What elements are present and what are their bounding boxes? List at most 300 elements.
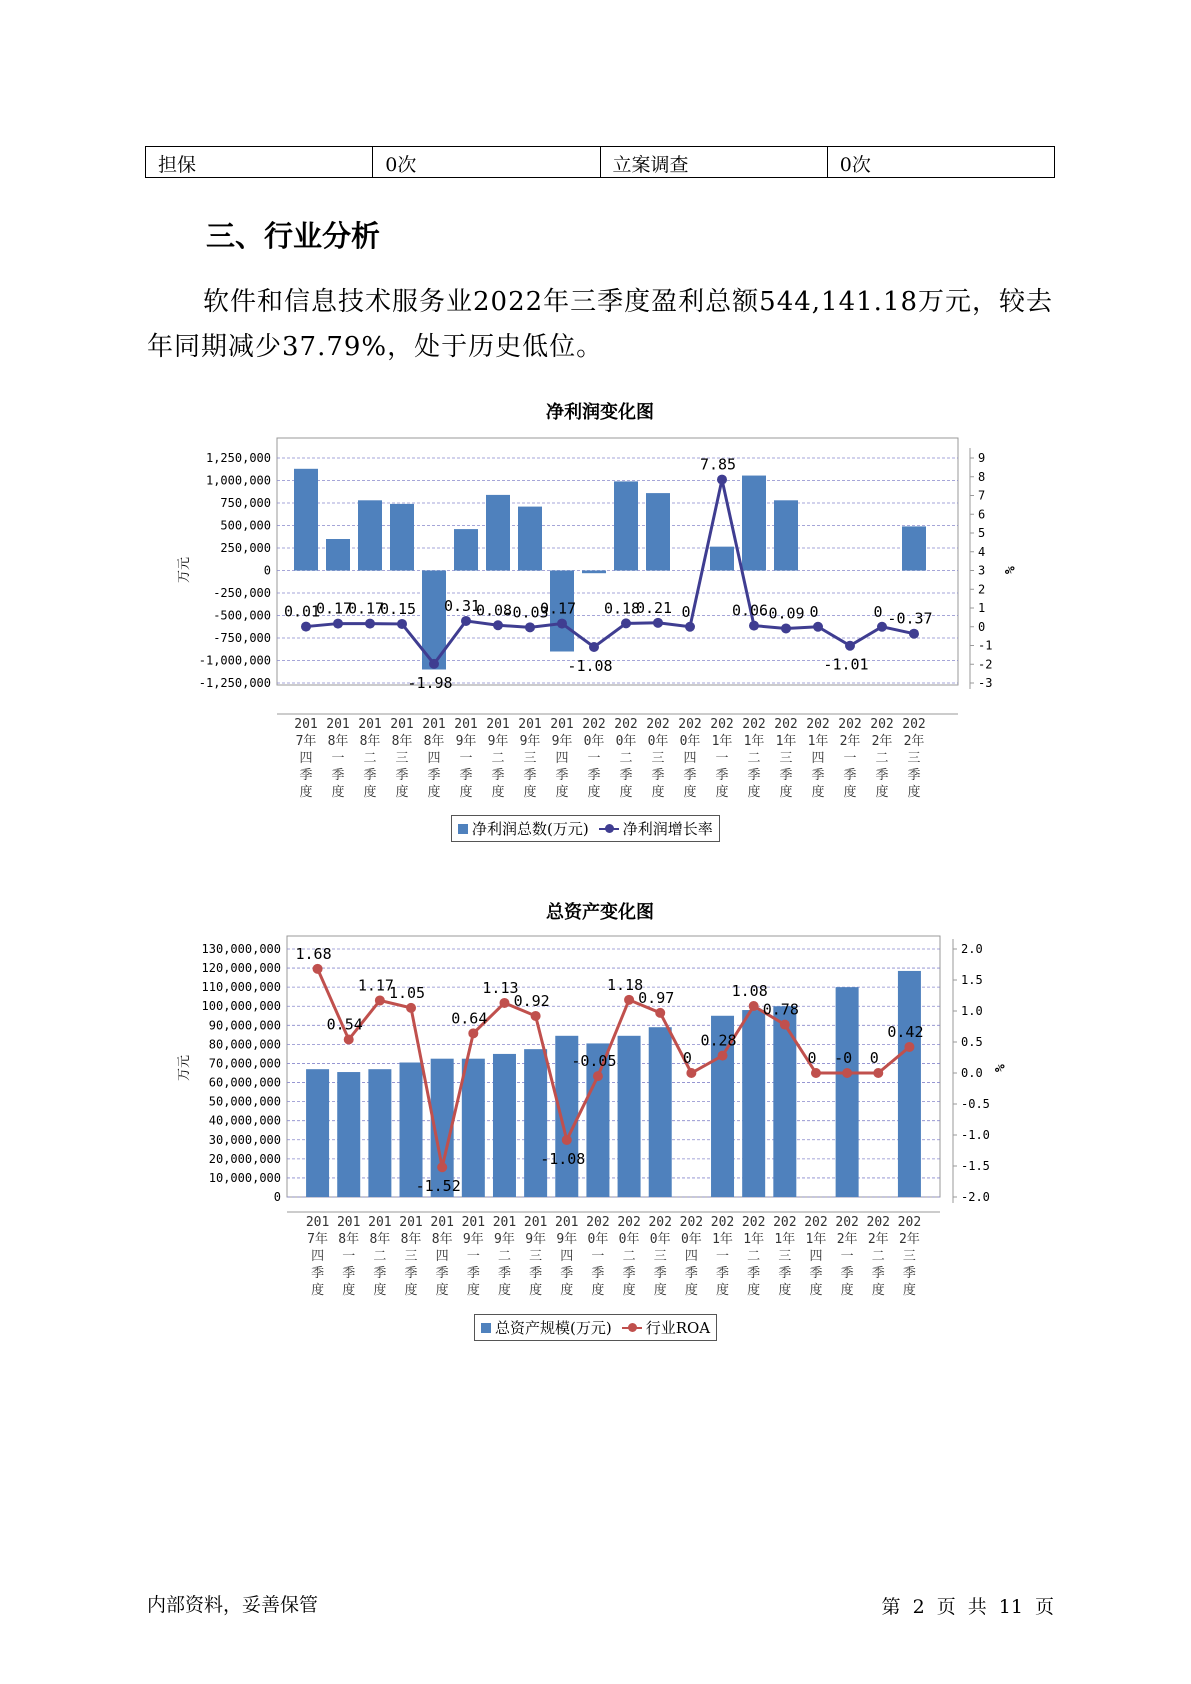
x-tick-label: 季: [840, 1266, 854, 1281]
data-label: 0.31: [443, 596, 481, 615]
x-tick-label: 度: [779, 785, 793, 800]
y2-tick-label: 7: [978, 488, 986, 503]
x-tick-label: 201: [550, 717, 574, 732]
x-tick-label: 202: [866, 1215, 891, 1230]
x-tick-label: 一: [716, 1249, 730, 1264]
legend-line-swatch: [622, 1327, 642, 1329]
x-tick-label: 9年: [487, 734, 509, 749]
x-tick-label: 0年: [649, 1232, 671, 1247]
x-tick-label: 202: [774, 717, 798, 732]
x-tick-label: 1年: [774, 1232, 796, 1247]
y-tick-label: -250,000: [213, 586, 271, 600]
y-tick-label: 130,000,000: [201, 942, 281, 956]
data-point: [499, 998, 509, 1008]
x-tick-label: 一: [342, 1249, 356, 1264]
y2-tick-label: 2.0: [961, 942, 983, 956]
data-label: 0.17: [315, 599, 353, 618]
x-tick-label: 季: [491, 768, 505, 783]
y-tick-label: 70,000,000: [208, 1056, 281, 1071]
x-tick-label: 四: [435, 1249, 449, 1264]
x-tick-label: 7年: [307, 1232, 328, 1247]
x-tick-label: 度: [395, 785, 409, 800]
y-tick-label: 250,000: [220, 541, 271, 555]
x-tick-label: 度: [404, 1283, 418, 1298]
y-tick-label: 110,000,000: [201, 980, 281, 995]
x-tick-label: 度: [491, 785, 505, 800]
x-tick-label: 季: [811, 768, 825, 783]
data-label: 7.85: [699, 455, 737, 474]
x-tick-label: 季: [779, 768, 793, 783]
x-tick-label: 8年: [423, 734, 445, 749]
x-tick-label: 202: [838, 717, 862, 732]
x-tick-label: 二: [373, 1249, 387, 1264]
data-point: [655, 1008, 665, 1018]
x-tick-label: 度: [715, 785, 729, 800]
bar: [462, 1059, 485, 1197]
y2-tick-label: -3: [978, 676, 993, 690]
x-tick-label: 度: [591, 1283, 605, 1298]
section-title: 三、行业分析: [206, 219, 381, 253]
data-point: [437, 1162, 447, 1172]
x-tick-label: 0年: [615, 734, 637, 749]
x-tick-label: 0年: [680, 1232, 702, 1247]
data-label: 1.17: [357, 976, 394, 995]
y-axis-title: 万元: [177, 556, 192, 584]
x-tick-label: 四: [555, 751, 569, 766]
x-tick-label: 度: [311, 1283, 325, 1298]
x-tick-label: 201: [523, 1215, 548, 1230]
x-tick-label: 202: [741, 1215, 766, 1230]
bar: [368, 1069, 391, 1197]
x-tick-label: 度: [373, 1283, 387, 1298]
data-point: [468, 1028, 478, 1038]
x-tick-label: 季: [747, 768, 761, 783]
bar: [524, 1049, 547, 1197]
x-tick-label: 度: [363, 785, 377, 800]
data-label: 0: [807, 1049, 817, 1067]
x-tick-label: 度: [529, 1283, 543, 1298]
x-tick-label: 201: [294, 717, 318, 732]
x-tick-label: 度: [811, 785, 825, 800]
x-tick-label: 201: [336, 1215, 361, 1230]
x-tick-label: 季: [342, 1266, 356, 1281]
data-label: 1.68: [295, 944, 332, 963]
y-tick-label: 0: [273, 1190, 281, 1204]
y2-tick-label: 0: [978, 619, 986, 634]
data-label: 0.17: [347, 599, 385, 618]
x-tick-label: 季: [715, 768, 729, 783]
x-tick-label: 201: [518, 717, 542, 732]
y2-tick-label: 0.5: [961, 1035, 983, 1049]
data-label: 0.01: [283, 602, 321, 621]
x-tick-label: 季: [560, 1266, 574, 1281]
x-tick-label: 2年: [836, 1232, 858, 1247]
data-point: [313, 964, 323, 974]
data-label: -1.08: [540, 1149, 586, 1168]
x-tick-label: 度: [716, 1283, 730, 1298]
data-label: 0.08: [475, 601, 513, 620]
x-tick-label: 度: [622, 1283, 636, 1298]
x-tick-label: 度: [843, 785, 857, 800]
y-tick-label: 40,000,000: [208, 1113, 281, 1128]
y2-tick-label: -1.5: [961, 1159, 990, 1173]
x-tick-label: 202: [897, 1215, 922, 1230]
y-tick-label: -1,000,000: [198, 653, 271, 668]
y-tick-label: 20,000,000: [208, 1151, 281, 1166]
data-point: [873, 1068, 883, 1078]
x-tick-label: 度: [651, 785, 665, 800]
x-tick-label: 三: [902, 1249, 916, 1264]
y-tick-label: 1,000,000: [205, 473, 271, 488]
data-label: 0.97: [638, 988, 675, 1007]
x-tick-label: 0年: [587, 1232, 609, 1247]
y2-tick-label: 1: [978, 601, 986, 615]
x-tick-label: 1年: [807, 734, 829, 749]
x-tick-label: 201: [422, 717, 446, 732]
legend-label-line: 净利润增长率: [622, 820, 713, 838]
y-tick-label: 750,000: [220, 496, 271, 510]
x-tick-label: 四: [811, 751, 825, 766]
x-tick-label: 度: [747, 785, 761, 800]
x-tick-label: 季: [299, 768, 313, 783]
x-tick-label: 季: [523, 768, 537, 783]
x-tick-label: 201: [492, 1215, 517, 1230]
y2-tick-label: 2: [978, 582, 986, 597]
data-label: 0.42: [887, 1022, 924, 1041]
x-tick-label: 1年: [711, 734, 733, 749]
x-tick-label: 二: [747, 751, 761, 766]
x-tick-label: 度: [871, 1283, 885, 1298]
x-tick-label: 二: [871, 1249, 885, 1264]
data-point: [344, 1035, 354, 1045]
x-tick-label: 9年: [462, 1232, 484, 1247]
x-tick-label: 季: [395, 768, 409, 783]
x-tick-label: 季: [619, 768, 633, 783]
x-tick-label: 2年: [899, 1232, 920, 1247]
x-tick-label: 二: [875, 751, 889, 766]
x-tick-label: 季: [683, 768, 697, 783]
x-tick-label: 202: [742, 717, 766, 732]
y-tick-label: 0: [263, 563, 271, 578]
x-tick-label: 三: [404, 1249, 418, 1264]
x-tick-label: 二: [622, 1249, 636, 1264]
table-cell: 0次: [373, 147, 600, 178]
data-label: 0: [681, 602, 691, 621]
y2-tick-label: 1.5: [961, 973, 983, 987]
x-tick-label: 二: [363, 751, 377, 766]
data-label: -1.52: [415, 1177, 461, 1196]
x-tick-label: 三: [653, 1249, 667, 1264]
analysis-paragraph: 软件和信息技术服务业2022年三季度盈利总额544,141.18万元，较去年同期减少37.79%，处于历史低位。: [147, 287, 1054, 362]
y-tick-label: -1,250,000: [198, 676, 271, 690]
x-tick-label: 三: [529, 1249, 543, 1264]
data-point: [375, 995, 385, 1005]
y-tick-label: 80,000,000: [208, 1037, 281, 1052]
table-cell: 0次: [827, 147, 1054, 178]
data-point: [904, 1042, 914, 1052]
x-tick-label: 202: [804, 1215, 828, 1230]
x-tick-label: 季: [587, 768, 601, 783]
x-tick-label: 度: [555, 785, 569, 800]
x-tick-label: 201: [305, 1215, 330, 1230]
x-tick-label: 度: [907, 785, 921, 800]
x-tick-label: 度: [435, 1283, 449, 1298]
x-tick-label: 2年: [839, 734, 861, 749]
x-tick-label: 202: [679, 1215, 704, 1230]
x-tick-label: 季: [716, 1266, 730, 1281]
x-tick-label: 季: [653, 1266, 667, 1281]
x-tick-label: 0年: [618, 1232, 640, 1247]
x-tick-label: 度: [331, 785, 345, 800]
y2-tick-label: 8: [978, 469, 986, 484]
x-tick-label: 季: [907, 768, 921, 783]
x-tick-label: 季: [435, 1266, 449, 1281]
x-tick-label: 四: [311, 1249, 325, 1264]
data-label: -0.09: [759, 604, 805, 623]
y2-tick-label: 3: [978, 563, 986, 578]
x-tick-label: 度: [523, 785, 537, 800]
y-tick-label: -750,000: [213, 631, 271, 645]
x-tick-label: 202: [710, 717, 734, 732]
chart1-title: 净利润变化图: [546, 402, 654, 423]
x-tick-label: 201: [486, 717, 510, 732]
legend-label-bar: 净利润总数(万元): [472, 820, 589, 838]
y-tick-label: 10,000,000: [208, 1170, 281, 1185]
x-tick-label: 1年: [805, 1232, 827, 1247]
x-tick-label: 7年: [295, 734, 317, 749]
y-tick-label: 1,250,000: [205, 451, 271, 465]
x-tick-label: 度: [299, 785, 313, 800]
x-tick-label: 季: [459, 768, 473, 783]
data-point: [686, 1068, 696, 1078]
x-tick-label: 201: [555, 1215, 579, 1230]
x-tick-label: 一: [840, 1249, 854, 1264]
y-tick-label: 500,000: [220, 518, 271, 533]
footer-page-number: 第 2 页 共 11 页: [881, 1596, 1054, 1618]
data-label: 0.21: [635, 598, 673, 617]
x-tick-label: 8年: [359, 734, 381, 749]
x-tick-label: 季: [373, 1266, 387, 1281]
data-point: [749, 1001, 759, 1011]
x-tick-label: 季: [902, 1266, 916, 1281]
data-point: [780, 1020, 790, 1030]
x-tick-label: 季: [871, 1266, 885, 1281]
x-tick-label: 9年: [525, 1232, 547, 1247]
x-tick-label: 202: [835, 1215, 859, 1230]
x-tick-label: 度: [809, 1283, 823, 1298]
x-tick-label: 季: [591, 1266, 605, 1281]
y2-tick-label: 4: [978, 544, 986, 559]
bar: [836, 987, 859, 1197]
x-tick-label: 季: [555, 768, 569, 783]
x-tick-label: 季: [427, 768, 441, 783]
y-axis-title: 万元: [177, 1054, 192, 1082]
data-label: 0.06: [731, 601, 769, 620]
chart2-legend: [474, 1314, 717, 1341]
x-tick-label: 202: [648, 1215, 672, 1230]
x-tick-label: 1年: [712, 1232, 733, 1247]
x-tick-label: 季: [809, 1266, 823, 1281]
chart2-title: 总资产变化图: [546, 902, 654, 923]
x-tick-label: 8年: [431, 1232, 453, 1247]
x-tick-label: 202: [614, 717, 638, 732]
legend-bar-swatch: [481, 1323, 491, 1333]
x-tick-label: 季: [747, 1266, 761, 1281]
bar: [618, 1036, 641, 1197]
x-tick-label: 度: [459, 785, 473, 800]
x-tick-label: 二: [747, 1249, 761, 1264]
data-label: 0: [809, 602, 819, 621]
data-label: 0.18: [603, 599, 641, 618]
x-tick-label: 季: [311, 1266, 325, 1281]
x-tick-label: 201: [399, 1215, 423, 1230]
y2-tick-label: 9: [978, 451, 986, 465]
x-tick-label: 度: [427, 785, 441, 800]
y2-tick-label: 5: [978, 526, 986, 540]
x-tick-label: 三: [907, 751, 921, 766]
y-tick-label: 100,000,000: [201, 999, 281, 1014]
data-label: -1.08: [567, 657, 613, 675]
x-tick-label: 202: [617, 1215, 641, 1230]
x-tick-label: 三: [778, 1249, 792, 1264]
x-tick-label: 一: [466, 1249, 480, 1264]
data-point: [406, 1003, 416, 1013]
data-label: 0: [682, 1049, 692, 1067]
x-tick-label: 8年: [369, 1232, 391, 1247]
x-tick-label: 202: [773, 1215, 797, 1230]
x-tick-label: 季: [497, 1266, 511, 1281]
data-label: 0.15: [379, 599, 417, 618]
table-cell: 立案调查: [600, 147, 827, 178]
x-tick-label: 一: [459, 751, 473, 766]
data-point: [842, 1068, 852, 1078]
y-tick-label: 30,000,000: [208, 1132, 281, 1147]
x-tick-label: 202: [586, 1215, 610, 1230]
x-tick-label: 季: [684, 1266, 698, 1281]
data-point: [593, 1071, 603, 1081]
y2-tick-label: 6: [978, 507, 986, 522]
data-point: [811, 1068, 821, 1078]
x-tick-label: 一: [591, 1249, 605, 1264]
x-tick-label: 度: [902, 1283, 916, 1298]
x-tick-label: 一: [331, 751, 345, 766]
y-tick-label: 50,000,000: [208, 1094, 281, 1109]
x-tick-label: 202: [582, 717, 606, 732]
x-tick-label: 201: [326, 717, 350, 732]
bar: [742, 1010, 765, 1197]
x-tick-label: 三: [523, 751, 537, 766]
x-tick-label: 四: [560, 1249, 574, 1264]
data-label: -1.01: [823, 655, 869, 674]
x-tick-label: 一: [587, 751, 601, 766]
x-tick-label: 一: [715, 751, 729, 766]
bar: [337, 1072, 360, 1197]
x-tick-label: 2年: [867, 1232, 889, 1247]
y-tick-label: 120,000,000: [201, 961, 281, 976]
data-label: 1.05: [388, 983, 426, 1002]
data-point: [531, 1011, 541, 1021]
x-tick-label: 季: [875, 768, 889, 783]
data-label: 1.18: [607, 975, 644, 994]
y2-tick-label: -0.5: [961, 1097, 990, 1111]
data-label: -1.98: [407, 673, 453, 692]
x-tick-label: 2年: [871, 734, 893, 749]
x-tick-label: 201: [461, 1215, 486, 1230]
x-tick-label: 三: [779, 751, 793, 766]
y-tick-label: 90,000,000: [208, 1018, 281, 1033]
x-tick-label: 0年: [647, 734, 669, 749]
x-tick-label: 9年: [455, 734, 477, 749]
bar: [898, 971, 921, 1197]
footer-confidential: 内部资料，妥善保管: [147, 1594, 319, 1616]
y2-tick-label: -1.0: [961, 1128, 990, 1142]
data-label: 0.92: [513, 991, 550, 1010]
x-tick-label: 202: [870, 717, 894, 732]
data-label: 0.17: [539, 599, 577, 618]
y-tick-label: -500,000: [213, 608, 271, 623]
x-tick-label: 季: [363, 768, 377, 783]
x-tick-label: 四: [427, 751, 441, 766]
data-label: 1.13: [482, 978, 519, 997]
data-label: -0.05: [571, 1052, 617, 1071]
bar: [493, 1054, 516, 1197]
x-tick-label: 201: [454, 717, 478, 732]
y2-tick-label: 1.0: [961, 1004, 983, 1018]
x-tick-label: 季: [466, 1266, 480, 1281]
x-tick-label: 四: [684, 1249, 698, 1264]
data-label: 0.54: [326, 1015, 363, 1034]
x-tick-label: 度: [683, 785, 697, 800]
y2-tick-label: 0.0: [961, 1066, 983, 1080]
data-label: 0.64: [451, 1009, 488, 1028]
x-tick-label: 201: [358, 717, 382, 732]
x-tick-label: 二: [491, 751, 505, 766]
y2-axis-title: %: [991, 1064, 1006, 1072]
x-tick-label: 2年: [903, 734, 925, 749]
x-tick-label: 季: [843, 768, 857, 783]
y2-tick-label: -2.0: [961, 1190, 990, 1204]
table-cell: 担保: [146, 147, 373, 178]
x-tick-label: 三: [651, 751, 665, 766]
data-label: 0.28: [700, 1031, 737, 1050]
x-tick-label: 一: [843, 751, 857, 766]
x-tick-label: 季: [778, 1266, 792, 1281]
x-tick-label: 8年: [400, 1232, 422, 1247]
x-tick-label: 9年: [556, 1232, 578, 1247]
x-tick-label: 202: [646, 717, 670, 732]
x-tick-label: 9年: [519, 734, 541, 749]
x-tick-label: 202: [806, 717, 830, 732]
y2-axis-title: %: [1001, 566, 1016, 574]
x-tick-label: 8年: [327, 734, 349, 749]
x-tick-label: 度: [342, 1283, 356, 1298]
y2-tick-label: -2: [978, 657, 993, 672]
x-tick-label: 季: [331, 768, 345, 783]
bar: [306, 1069, 329, 1197]
x-tick-label: 季: [651, 768, 665, 783]
x-tick-label: 202: [710, 1215, 735, 1230]
x-tick-label: 度: [497, 1283, 511, 1298]
x-tick-label: 度: [747, 1283, 761, 1298]
data-point: [562, 1135, 572, 1145]
x-tick-label: 度: [875, 785, 889, 800]
x-tick-label: 度: [619, 785, 633, 800]
x-tick-label: 季: [529, 1266, 543, 1281]
x-tick-label: 四: [299, 751, 313, 766]
x-tick-label: 度: [778, 1283, 792, 1298]
x-tick-label: 1年: [743, 734, 765, 749]
data-label: -0: [834, 1049, 853, 1067]
